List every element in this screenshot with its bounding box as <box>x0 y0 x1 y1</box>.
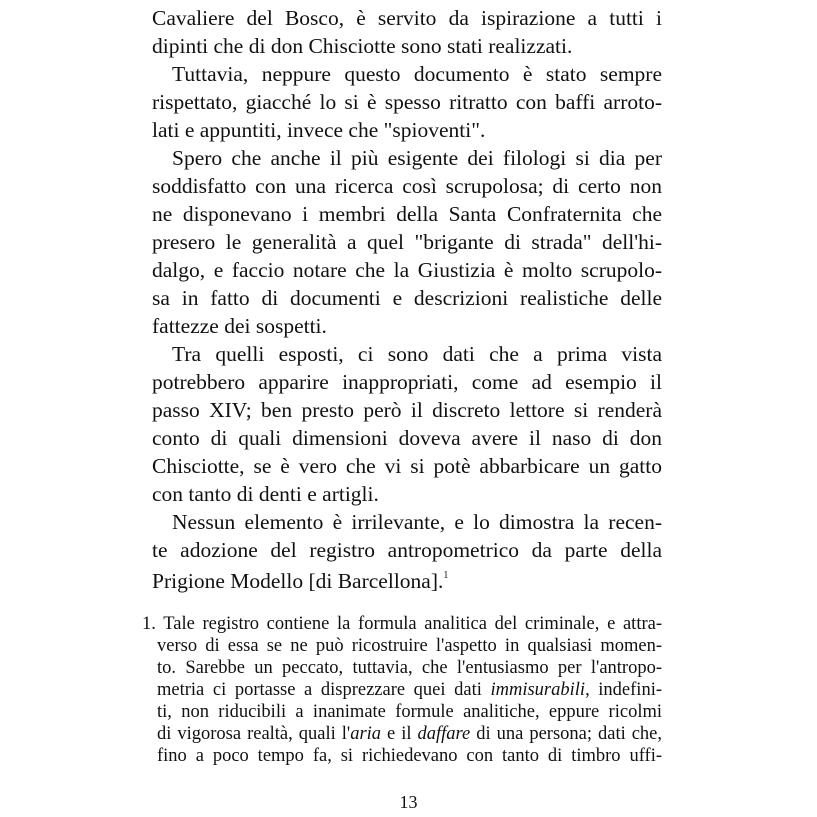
footnote-text: , indefini- <box>585 680 662 700</box>
footnote-text: di una persona; dati che, <box>470 724 662 744</box>
footnote-line: 1. Tale registro contiene la formula analitica del criminale, e attra- <box>142 614 662 634</box>
footnote-line: verso di essa se ne può ricostruire l'aspetto in qualsiasi momen- <box>157 636 662 656</box>
footnote-text: e il <box>381 724 418 744</box>
body-line: passo XIV; ben presto però il discreto lettore si renderà <box>152 398 662 422</box>
body-line: sa in fatto di documenti e descrizioni realistiche delle <box>152 286 662 310</box>
body-line: Spero che anche il più esigente dei filologi si dia per <box>172 146 662 170</box>
body-line: conto di quali dimensioni doveva avere il naso di don <box>152 426 662 450</box>
body-line: rispettato, giacché lo si è spesso ritratto con baffi arroto- <box>152 90 662 114</box>
body-line: Cavaliere del Bosco, è servito da ispirazione a tutti i <box>152 6 662 30</box>
footnote-text: di vigorosa realtà, quali l' <box>157 724 351 744</box>
body-line: fattezze dei sospetti. <box>152 314 327 338</box>
footnote-emphasis: daffare <box>417 724 471 744</box>
footnote-reference[interactable]: 1 <box>443 570 449 581</box>
body-line: Tuttavia, neppure questo documento è stato sempre <box>172 62 662 86</box>
body-line: dalgo, e faccio notare che la Giustizia è molto scrupolo- <box>152 258 662 282</box>
page-number: 13 <box>399 792 418 812</box>
body-line: lati e appuntiti, invece che "spioventi". <box>152 118 486 142</box>
body-line: Chisciotte, se è vero che vi si potè abbarbicare un gatto <box>152 454 662 478</box>
body-line: soddisfatto con una ricerca così scrupolosa; di certo non <box>152 174 662 198</box>
body-line: Tra quelli esposti, ci sono dati che a prima vista <box>172 342 662 366</box>
footnote-line <box>157 723 662 745</box>
body-line-text: Prigione Modello [di Barcellona]. <box>152 569 444 594</box>
body-line <box>152 564 662 595</box>
body-line: presero le generalità a quel "brigante di strada" dell'hi- <box>152 230 662 254</box>
body-line: potrebbero apparire inappropriati, come ad esempio il <box>152 370 662 394</box>
body-line: te adozione del registro antropometrico da parte della <box>152 538 662 562</box>
footnote-line <box>157 679 662 701</box>
footnote-line: ti, non riducibili a inanimate formule analitiche, eppure ricolmi <box>157 702 662 722</box>
body-line: Nessun elemento è irrilevante, e lo dimostra la recen- <box>172 510 662 534</box>
body-line: dipinti che di don Chisciotte sono stati realizzati. <box>152 34 573 58</box>
body-line: ne disponevano i membri della Santa Confraternita che <box>152 202 662 226</box>
footnote-emphasis: aria <box>350 724 382 744</box>
footnote-text: metria ci portasse a disprezzare quei dati <box>157 680 491 700</box>
footnote-emphasis: immisurabili <box>490 680 586 700</box>
footnote-line: fino a poco tempo fa, si richiedevano con tanto di timbro uffi- <box>157 746 662 766</box>
body-line: con tanto di denti e artigli. <box>152 482 379 506</box>
footnote-line: to. Sarebbe un peccato, tuttavia, che l'entusiasmo per l'antropo- <box>157 658 662 678</box>
